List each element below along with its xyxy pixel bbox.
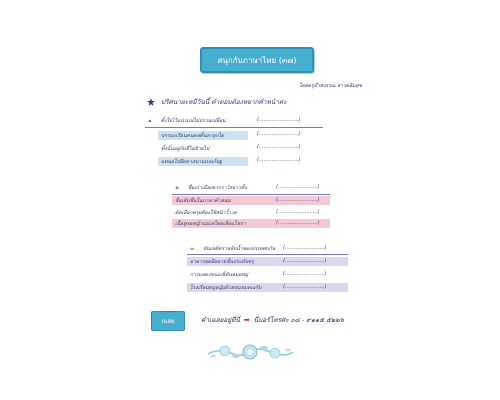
section3-header [187,244,282,253]
section1-blank: (.........................) [257,131,301,137]
section1-blank: (.........................) [257,157,301,163]
section3-divider [187,254,348,255]
section2-line: ชื่อเส้นชื่นในภาษาคำหนม [172,196,330,205]
section1-line: ขรรมะเรียนคนคลคิ้นลาลุกได [158,131,248,140]
section2-divider [172,194,330,195]
section1-line: ทั้งนั้นอยู่กับที่ไม่ย้ายไป [161,145,210,152]
section2-line: คัดเลือกครุยต้องใช้หน้าวั้ววด [175,209,238,216]
instruction [147,97,287,107]
section1-number: ๑. [148,117,153,124]
section3-blank: (.........................) [283,271,327,277]
section2-header-blank: (.........................) [276,184,320,190]
section2-header-text: ชื่อเก่าเมืองจากราวังขาวทั้ง [187,184,247,191]
section3-blank: (.........................) [283,258,327,264]
section3-line: โรงเรียนพบูหญิงด้วยขมหมดเอกับ [187,283,348,292]
page-title: สนุกกับภาษาไทย (๓๗) [200,47,314,73]
instruction-text: ปริศนาผะหมีวันนี้ คำตอบต้องหยากคำหน้าค่ะ [161,98,287,106]
section1-blank: (.........................) [257,144,301,150]
section2-line: เนื้อทูรอหญ้าแม่เหโดยเลือนโทรา [172,219,330,228]
section3-number: ๓. [190,245,196,252]
section3-line: อาคารสุดอีคลายชั้นประดับทรู [187,257,348,266]
section1-header [145,116,250,125]
section3-blank: (.........................) [283,284,327,290]
flower-ornament-icon [203,340,298,364]
section3-header-text: ขันเหต์ตราหลับน้ำของปรเทศบก้น [203,245,276,252]
section1-header-text: ตั้งใจไว้แน่วแน่ไม่ปรวนเปลื่อน [160,117,226,124]
contact-prefix: คำเฉลยอยู่ที่นี่ [201,316,240,324]
section2-number: ๒. [175,184,180,191]
contact-suffix: นี่บอร์โทรศ่ะ ๐๘ - ๙๑๑๕ ๕๒๒๖ [253,316,344,324]
section3-header-blank: (.........................) [283,245,327,251]
section1-header-blank: (.........................) [257,117,301,123]
section2-blank: (.........................) [276,197,320,203]
arrow-right-icon: ➡ [243,316,250,324]
answer-button[interactable]: เฉลย [151,311,185,331]
section3-line: การแสดงขนะเซ็ตันหมอหมู่ [190,271,248,278]
star-icon [147,98,155,106]
section2-blank: (.........................) [276,220,320,226]
section1-line: แทนอไปยึดคาสนามเบนกับฐ [158,157,248,166]
section2-header [172,183,267,192]
section2-blank: (.........................) [276,209,320,215]
section1-divider [145,127,323,128]
contact-line [201,315,344,325]
author-credit: โดยครูบ๊าหงรรณ สาวคลิมสุข [298,83,362,89]
